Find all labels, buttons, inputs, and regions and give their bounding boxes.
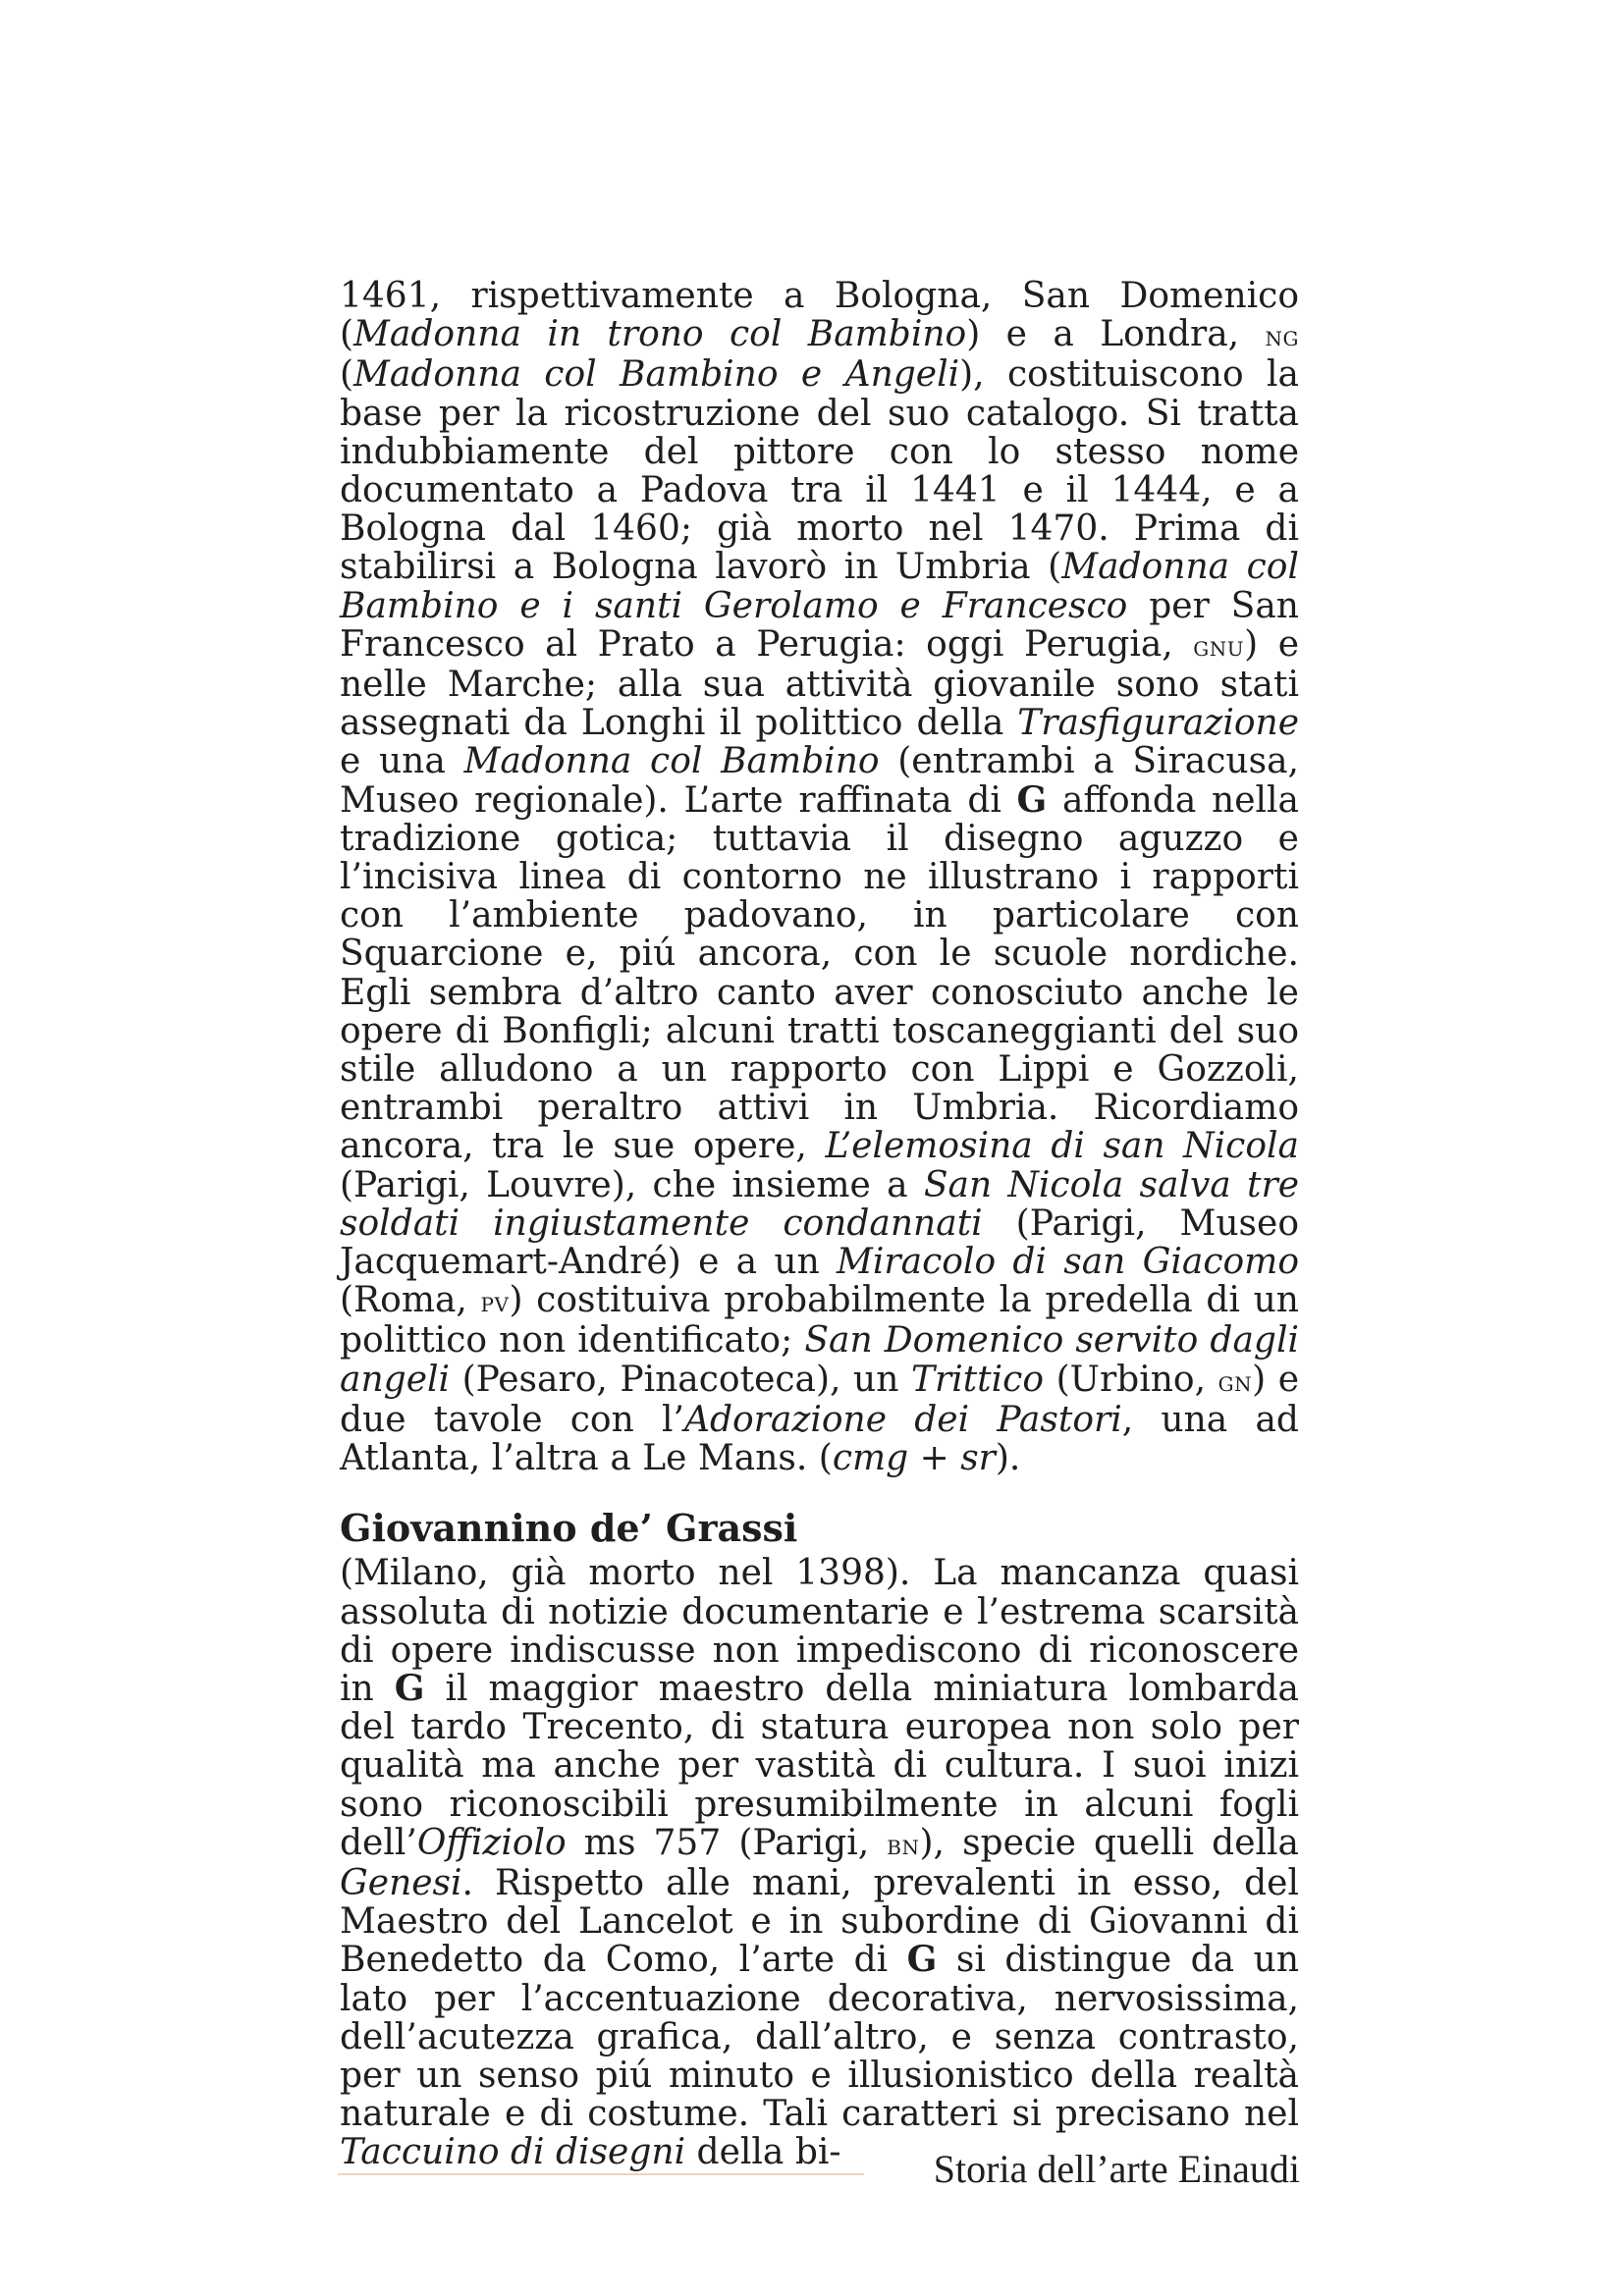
text-run: , una ad Atlanta, l’altra a Le Mans. ( [340, 1399, 1299, 1479]
text-run: ) e a Londra, [966, 314, 1266, 355]
artwork-title: Trittico [910, 1359, 1045, 1400]
text-run: ) e nelle Marche; alla sua attività giovanile sono stati assegnati da Longhi il polittico della [340, 623, 1299, 744]
text-run: ), specie quelli della [919, 1822, 1299, 1863]
text-run: ). [995, 1438, 1021, 1479]
artist-initial: G [394, 1667, 425, 1709]
artwork-title: Offiziolo [416, 1822, 567, 1863]
text-run: ) costituiva probabilmente la predella di un polittico non identificato; [340, 1280, 1299, 1362]
entry-heading: Giovannino de’ Grassi [340, 1506, 798, 1551]
text-run: (entrambi a Siracusa, Museo regionale). L’arte raffinata di [340, 741, 1299, 821]
artwork-title: Miracolo di san Giacomo [837, 1242, 1299, 1283]
artwork-title: San Nicola salva tre soldati ingiustamente condannati [340, 1164, 1299, 1244]
artist-initial: G [1016, 778, 1048, 821]
author-initials: cmg + sr [832, 1438, 996, 1479]
text-column [340, 277, 1299, 2172]
text-run: (Pesaro, Pinacoteca), un [450, 1359, 911, 1400]
museum-abbreviation: ng [1265, 320, 1299, 353]
text-run: ms 757 (Parigi, [566, 1822, 888, 1863]
text-run: ( [340, 354, 354, 396]
artwork-title: Genesi [340, 1862, 462, 1903]
text-run: della bi- [685, 2132, 841, 2173]
text-run: il maggior maestro della miniatura lombarda del tardo Trecento, di statura europea non solo per qualità ma anche per vastità di cultura. I suoi inizi sono riconoscibili presumibilmente in alcuni fogli dell’ [340, 1668, 1299, 1863]
text-run: (Urbino, [1044, 1359, 1218, 1400]
artwork-title: Madonna in trono col Bambino [353, 314, 967, 355]
footer-publisher: Storia dell’arte Einaudi [933, 2147, 1300, 2191]
text-run: 1461, rispettivamente a Bologna, San Domenico ( [340, 276, 1299, 355]
artwork-title: Madonna col Bambino e Angeli [353, 354, 960, 396]
museum-abbreviation: gnu [1193, 629, 1245, 663]
text-run: e una [340, 741, 464, 782]
page-footer [338, 2145, 1300, 2194]
artwork-title: Adorazione dei Pastori [683, 1399, 1122, 1440]
text-run: (Parigi, Louvre), che insieme a [340, 1164, 924, 1205]
text-run: (Milano, già morto nel 1398). La mancanza quasi assoluta di notizie documentarie e l’estrema scarsità di opere indiscusse non impediscono di riconoscere in [340, 1553, 1299, 1709]
footer-rule [338, 2173, 864, 2175]
artwork-title: Trasfigurazione [1017, 703, 1299, 744]
text-run: si distingue da un lato per l’accentuazione decorativa, nervosissima, dell’acutezza grafica, dall’altro, e senza contrasto, per un senso piú minuto e illusionistico della realtà naturale e di costume. Tali caratteri si precisano nel [340, 1940, 1300, 2135]
museum-abbreviation: pv [480, 1286, 510, 1319]
museum-abbreviation: gn [1217, 1364, 1253, 1398]
text-run: per San Francesco al Prato a Perugia: oggi Perugia, [340, 585, 1299, 665]
text-run: (Parigi, Museo Jacquemart-André) e a un [340, 1202, 1299, 1283]
artwork-title: Taccuino di disegni [340, 2132, 686, 2173]
body-paragraph [340, 277, 1299, 1477]
text-run: (Roma, [340, 1280, 481, 1321]
artwork-title: Madonna col Bambino [463, 741, 880, 782]
artwork-title: San Domenico servito dagli angeli [340, 1320, 1299, 1400]
museum-abbreviation: bn [887, 1828, 920, 1861]
artwork-title: Madonna col Bambino e i santi Gerolamo e Francesco [340, 547, 1299, 626]
artist-initial: G [906, 1939, 938, 1981]
entry-paragraph [340, 1554, 1299, 2171]
artwork-title: L’elemosina di san Nicola [825, 1126, 1299, 1167]
text-run: ) e due tavole con l’ [340, 1359, 1300, 1440]
text-run: ), costituiscono la base per la ricostruzione del suo catalogo. Si tratta indubbiamente del pittore con lo stesso nome documentato a Padova tra il 1441 e il 1444, e a Bologna dal 1460; già morto nel 1470. Prima di stabilirsi a Bologna lavorò in Umbria ( [340, 354, 1299, 588]
text-run: . Rispetto alle mani, prevalenti in esso, del Maestro del Lancelot e in subordine di Giovanni di Benedetto da Como, l’arte di [340, 1862, 1299, 1981]
text-run: affonda nella tradizione gotica; tuttavia il disegno aguzzo e l’incisiva linea di contorno ne illustrano i rapporti con l’ambiente padovano, in particolare con Squarcione e, piú ancora, con le scuole nordiche. Egli sembra d’altro canto aver conosciuto anche le opere di Bonfigli; alcuni tratti toscaneggianti del suo stile alludono a un rapporto con Lippi e Gozzoli, entrambi peraltro attivi in Umbria. Ricordiamo ancora, tra le sue opere, [340, 779, 1299, 1167]
